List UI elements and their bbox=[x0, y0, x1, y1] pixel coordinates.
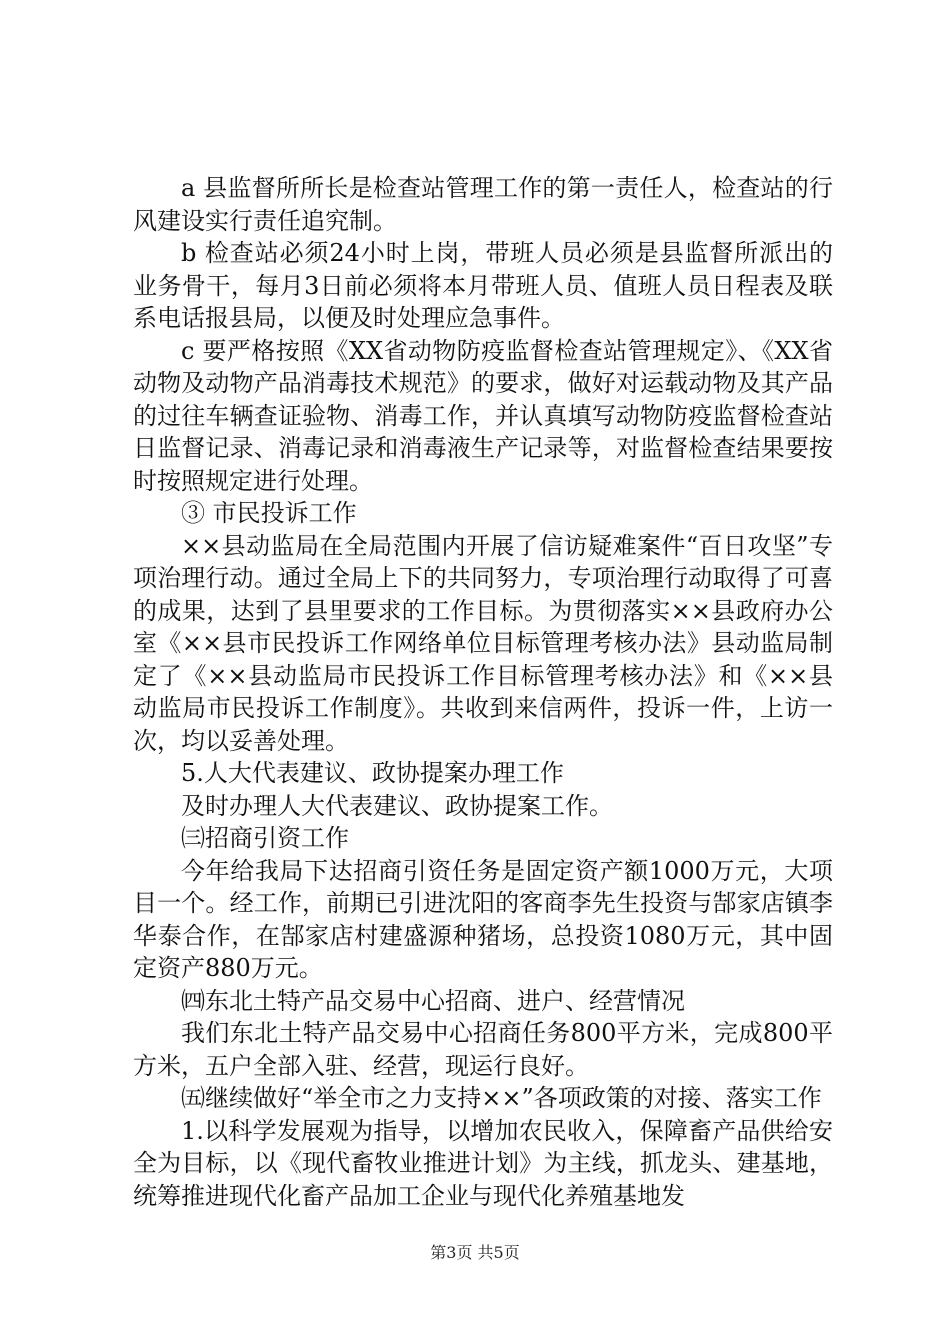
paragraph-a-responsibility: a 县监督所所长是检查站管理工作的第一责任人，检查站的行风建设实行责任追究制。 bbox=[133, 174, 833, 235]
document-body bbox=[133, 172, 833, 1212]
heading-npc-cppcc-proposals: 5.人大代表建议、政协提案办理工作 bbox=[181, 759, 564, 787]
paragraph-complaints-campaign: ××县动监局在全局范围内开展了信访疑难案件“百日攻坚”专项治理行动。通过全局上下的共同努力，专项治理行动取得了可喜的成果，达到了县里要求的工作目标。为贯彻落实××县政府办公室《××县市民投诉工作网络单位目标管理考核办法》县动监局制定了《××县动监局市民投诉工作目标管理考核办法》和《××县动监局市民投诉工作制度》。共收到来信两件，投诉一件，上访一次，均以妥善处理。 bbox=[133, 531, 833, 755]
paragraph-modern-husbandry: 1.以科学发展观为指导，以增加农民收入，保障畜产品供给安全为目标，以《现代畜牧业推进计划》为主线，抓龙头、建基地，统筹推进现代化畜产品加工企业与现代化养殖基地发 bbox=[133, 1116, 833, 1210]
paragraph-investment-details: 今年给我局下达招商引资任务是固定资产额1000万元，大项目一个。经工作，前期已引进沈阳的客商李先生投资与郜家店镇李华泰合作，在郜家店村建盛源种猪场，总投资1080万元，其中固定资产880万元。 bbox=[133, 856, 833, 982]
page-number-footer: 第3页 共5页 bbox=[430, 1243, 520, 1262]
heading-trade-center: ㈣东北土特产品交易中心招商、进户、经营情况 bbox=[181, 986, 685, 1015]
paragraph-b-duty: b 检查站必须24小时上岗，带班人员必须是县监督所派出的业务骨干，每月3日前必须将本月带班人员、值班人员日程表及联系电话报县局，以便及时处理应急事件。 bbox=[133, 239, 833, 332]
paragraph-c-regulations: c 要严格按照《XX省动物防疫监督检查站管理规定》、《XX省动物及动物产品消毒技术规范》的要求，做好对运载动物及其产品的过往车辆查证验物、消毒工作，并认真填写动物防疫监督检查站日监督记录、消毒记录和消毒液生产记录等，对监督检查结果要按时按照规定进行处理。 bbox=[133, 336, 833, 495]
heading-policy-implementation: ㈤继续做好“举全市之力支持××”各项政策的对接、落实工作 bbox=[181, 1084, 822, 1112]
paragraph-trade-center-status: 我们东北土特产品交易中心招商任务800平方米，完成800平方米，五户全部入驻、经营，现运行良好。 bbox=[133, 1019, 833, 1080]
heading-citizen-complaints: ③ 市民投诉工作 bbox=[181, 499, 357, 527]
heading-investment-attraction: ㈢招商引资工作 bbox=[181, 824, 349, 852]
paragraph-proposals-handling: 及时办理人大代表建议、政协提案工作。 bbox=[181, 791, 613, 820]
